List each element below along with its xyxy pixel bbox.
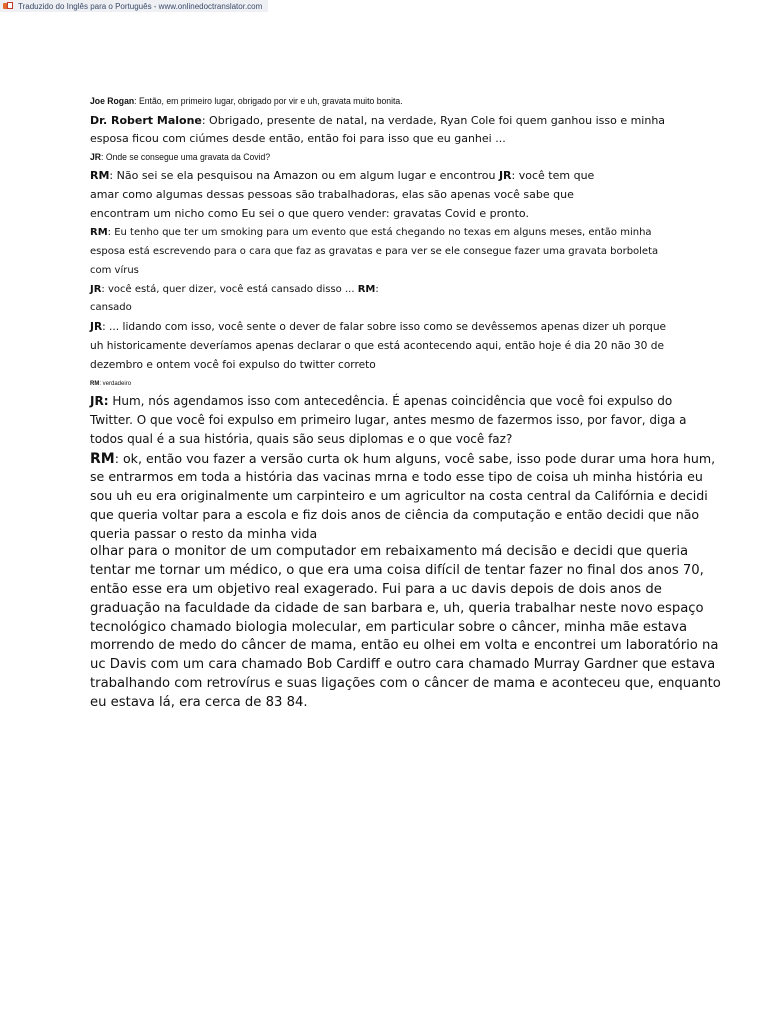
line-text: : Obrigado, presente de natal, na verdade, Ryan Cole foi quem ganhou isso e minha [201,114,666,127]
speaker-name: RM [90,227,108,238]
speaker-name: RM [90,381,100,387]
transcript-line [90,526,317,541]
transcript-line [90,394,672,408]
transcript-line [90,582,662,597]
transcript-line [90,114,665,127]
transcript-line [90,96,403,106]
transcript-line [90,207,529,220]
line-text: tentar me tornar um médico, o que era uma coisa difícil de tentar fazer no final dos anos 70, [90,563,704,578]
speaker-name: Joe Rogan [90,96,135,106]
line-text: trabalhando com retrovírus e suas ligações com o câncer de mama e aconteceu que, enquanto [90,676,721,691]
transcript-line [90,451,715,467]
line-text: amar como algumas dessas pessoas são trabalhadoras, elas são apenas você sabe que [90,188,574,201]
transcript-line [90,265,139,276]
transcript-line [90,188,574,201]
transcript-line [90,563,704,578]
speaker-name: JR [498,169,512,182]
transcript-line [90,544,688,559]
line-text: olhar para o monitor de um computador em rebaixamento má decisão e decidi que queria [90,544,689,559]
transcript-line [90,695,308,710]
line-text: encontram um nicho como Eu sei o que quero vender: gravatas Covid e pronto. [90,207,529,220]
line-text: : [375,284,379,295]
transcript-line [90,132,506,145]
line-text: : Não sei se ela pesquisou na Amazon ou em algum lugar e encontrou [109,169,499,182]
transcript-line [90,227,652,238]
transcript-line [90,381,131,387]
translator-banner[interactable] [0,0,268,12]
transcript-line [90,676,721,691]
transcript-line [90,507,699,522]
transcript-line [90,340,664,352]
line-text: : Então, em primeiro lugar, obrigado por vir e uh, gravata muito bonita. [134,96,403,106]
document-translate-icon [3,2,14,10]
transcript-line [90,638,719,653]
transcript-line [90,657,715,672]
line-text: que queria voltar para a escola e fiz dois anos de ciência da computação e então decidi que não [90,507,700,522]
transcript-line [90,488,708,503]
speaker-name: Dr. Robert Malone [90,114,202,127]
line-text: : Onde se consegue uma gravata da Covid? [101,152,271,162]
speaker-name: RM [90,169,110,182]
speaker-name: JR [90,321,103,333]
line-text: com vírus [90,265,139,276]
line-text: então esse era um objetivo real exagerado. Fui para a uc davis depois de dois anos de [90,582,662,597]
line-text: queria passar o resto da minha vida [90,526,318,541]
transcript-line [90,432,512,446]
speaker-name: JR [90,284,102,295]
line-text: sou uh eu era originalmente um carpinteiro e um agricultor na costa central da Califórnia e decidi [90,488,708,503]
line-text: Twitter. O que você foi expulso em primeiro lugar, antes mesmo de fazermos isso, por favor, diga a [90,413,687,427]
line-text: cansado [90,302,132,313]
line-text: : Eu tenho que ter um smoking para um evento que está chegando no texas em alguns meses, então minha [107,227,652,238]
transcript-line [90,152,270,162]
line-text: uh historicamente deveríamos apenas declarar o que está acontecendo aqui, então hoje é dia 20 não 30 de [90,340,665,352]
line-text: : você tem que [511,169,595,182]
line-text: graduação na faculdade da cidade de san barbara e, uh, queria trabalhar neste novo espaço [90,601,704,616]
speaker-name: RM [90,451,115,467]
transcript-line [90,302,132,313]
speaker-name: JR: [90,394,109,408]
line-text: : ok, então vou fazer a versão curta ok hum alguns, você sabe, isso pode durar uma hora hum, [114,451,716,466]
line-text: esposa ficou com ciúmes desde então, então foi para isso que eu ganhei ... [90,132,506,145]
transcript-line [90,601,704,616]
speaker-name: RM [357,284,376,295]
transcript-line [90,359,376,371]
line-text: : ... lidando com isso, você sente o dever de falar sobre isso como se devêssemos apenas dizer uh porque [102,321,667,333]
line-text: dezembro e ontem você foi expulso do twitter correto [90,359,376,371]
line-text: todos qual é a sua história, quais são seus diplomas e o que você faz? [90,432,513,446]
line-text: esposa está escrevendo para o cara que faz as gravatas e para ver se ele consegue fazer uma gravata borboleta [90,246,659,257]
banner-text: Traduzido do Inglês para o Português - www.onlinedoctranslator.com [18,1,263,11]
line-text: uc Davis com um cara chamado Bob Cardiff e outro cara chamado Murray Gardner que estava [90,657,716,672]
line-text: morrendo de medo do câncer de mama, então eu olhei em volta e encontrei um laboratório na [90,638,719,653]
transcript-line [90,246,658,257]
line-text: tecnológico chamado biologia molecular, em particular sobre o câncer, minha mãe estava [90,620,688,635]
transcript-line [90,169,594,182]
speaker-name: JR [90,152,102,162]
transcript-line [90,413,686,427]
transcript-line [90,321,666,333]
line-text: : verdadeiro [99,381,132,387]
transcript-line [90,284,379,295]
transcript-line [90,469,703,484]
line-text: : você está, quer dizer, você está cansado disso ... [101,284,358,295]
line-text: se entrarmos em toda a história das vacinas mrna e todo esse tipo de coisa uh minha história eu [90,469,703,484]
line-text: Hum, nós agendamos isso com antecedência. É apenas coincidência que você foi expulso do [108,394,673,408]
transcript-line [90,620,687,635]
line-text: eu estava lá, era cerca de 83 84. [90,695,308,710]
